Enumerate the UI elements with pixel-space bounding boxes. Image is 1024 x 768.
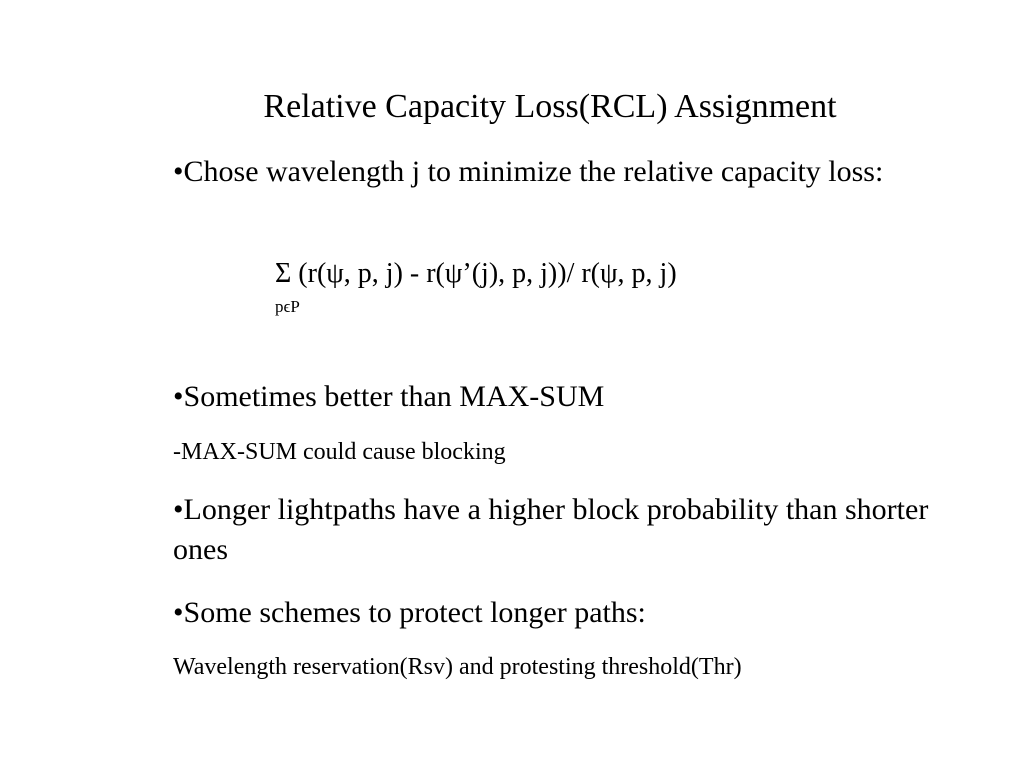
rcl-formula-subscript: pϵP bbox=[275, 297, 300, 316]
bullet-protect-longer-paths: •Some schemes to protect longer paths: bbox=[173, 596, 646, 629]
sub-wavelength-reservation: Wavelength reservation(Rsv) and protesting threshold(Thr) bbox=[173, 654, 742, 680]
bullet-longer-lightpaths: •Longer lightpaths have a higher block probability than shorter ones bbox=[173, 493, 929, 566]
sub-max-sum-blocking: -MAX-SUM could cause blocking bbox=[173, 439, 506, 465]
bullet-better-than-max-sum: •Sometimes better than MAX-SUM bbox=[173, 380, 605, 413]
rcl-formula: Σ (r(ψ, p, j) - r(ψ’(j), p, j))/ r(ψ, p, j) bbox=[275, 258, 677, 289]
bullet-choose-wavelength: •Chose wavelength j to minimize the relative capacity loss: bbox=[173, 155, 884, 188]
slide-title: Relative Capacity Loss(RCL) Assignment bbox=[263, 88, 837, 125]
